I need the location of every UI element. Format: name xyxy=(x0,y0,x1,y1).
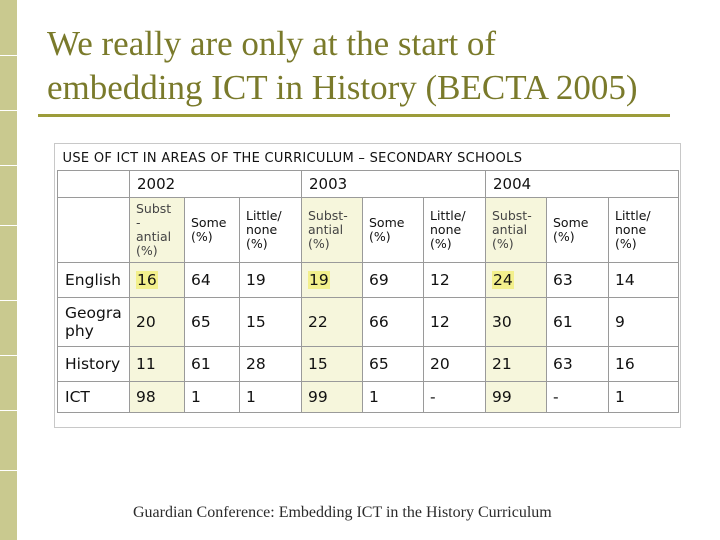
table-row xyxy=(58,298,679,347)
table-cell: 22 xyxy=(302,298,363,347)
row-label-history: History xyxy=(58,347,130,382)
table-cell: 1 xyxy=(363,382,424,413)
table-cell: 30 xyxy=(486,298,547,347)
table-cell: 28 xyxy=(240,347,302,382)
table-cell: 61 xyxy=(185,347,240,382)
table-cell xyxy=(302,263,363,298)
column-header-substantial: Subst- antial (%) xyxy=(302,198,363,263)
table-cell: 21 xyxy=(486,347,547,382)
slide-title-line-2: embedding ICT in History (BECTA 2005) xyxy=(47,68,638,107)
table-cell: - xyxy=(424,382,486,413)
table-cell: 15 xyxy=(240,298,302,347)
table-cell: 1 xyxy=(609,382,679,413)
column-header-some: Some (%) xyxy=(547,198,609,263)
table-cell: 1 xyxy=(240,382,302,413)
table-row xyxy=(58,347,679,382)
empty-header-cell xyxy=(58,171,130,198)
column-header-substantial: Subst - antial (%) xyxy=(130,198,185,263)
year-header: 2002 xyxy=(130,171,302,198)
column-header-little-none: Little/ none (%) xyxy=(609,198,679,263)
row-label-english: English xyxy=(58,263,130,298)
table-cell: 14 xyxy=(609,263,679,298)
table-cell: 65 xyxy=(363,347,424,382)
table-cell: 9 xyxy=(609,298,679,347)
table-cell: 19 xyxy=(240,263,302,298)
year-header: 2003 xyxy=(302,171,486,198)
table-cell: 69 xyxy=(363,263,424,298)
row-label-ict: ICT xyxy=(58,382,130,413)
column-header-substantial: Subst- antial (%) xyxy=(486,198,547,263)
empty-header-cell xyxy=(58,198,130,263)
table-cell: 61 xyxy=(547,298,609,347)
slide-title-line-1: We really are only at the start of xyxy=(47,24,497,63)
table-cell: 11 xyxy=(130,347,185,382)
table-cell: 12 xyxy=(424,263,486,298)
table-cell: 20 xyxy=(424,347,486,382)
table-cell: 99 xyxy=(486,382,547,413)
table-caption: USE OF ICT IN AREAS OF THE CURRICULUM – SECONDARY SCHOOLS xyxy=(62,150,523,166)
decorative-sidebar xyxy=(0,0,17,540)
table-cell: 15 xyxy=(302,347,363,382)
title-divider xyxy=(38,114,670,117)
year-header: 2004 xyxy=(486,171,679,198)
slide-title xyxy=(47,22,707,110)
table-cell: 65 xyxy=(185,298,240,347)
ict-usage-table xyxy=(57,146,679,413)
curriculum-table-panel xyxy=(54,143,681,428)
table-cell xyxy=(130,263,185,298)
highlighted-value: 19 xyxy=(309,271,329,289)
table-cell: 20 xyxy=(130,298,185,347)
table-cell: 12 xyxy=(424,298,486,347)
table-cell: 99 xyxy=(302,382,363,413)
table-row xyxy=(58,263,679,298)
column-header-little-none: Little/ none (%) xyxy=(424,198,486,263)
year-header-row xyxy=(58,171,679,198)
table-cell xyxy=(486,263,547,298)
column-header-some: Some (%) xyxy=(185,198,240,263)
column-header-little-none: Little/ none (%) xyxy=(240,198,302,263)
row-label-geography: Geogra phy xyxy=(58,298,130,347)
table-cell: - xyxy=(547,382,609,413)
table-row xyxy=(58,382,679,413)
column-header-some: Some (%) xyxy=(363,198,424,263)
table-caption-row xyxy=(58,146,679,171)
highlighted-value: 24 xyxy=(493,271,513,289)
slide-footer: Guardian Conference: Embedding ICT in the History Curriculum xyxy=(133,504,552,521)
table-cell: 64 xyxy=(185,263,240,298)
table-cell: 16 xyxy=(609,347,679,382)
table-cell: 63 xyxy=(547,263,609,298)
table-cell: 1 xyxy=(185,382,240,413)
table-cell: 66 xyxy=(363,298,424,347)
table-cell: 98 xyxy=(130,382,185,413)
category-header-row xyxy=(58,198,679,263)
table-cell: 63 xyxy=(547,347,609,382)
highlighted-value: 16 xyxy=(137,271,157,289)
